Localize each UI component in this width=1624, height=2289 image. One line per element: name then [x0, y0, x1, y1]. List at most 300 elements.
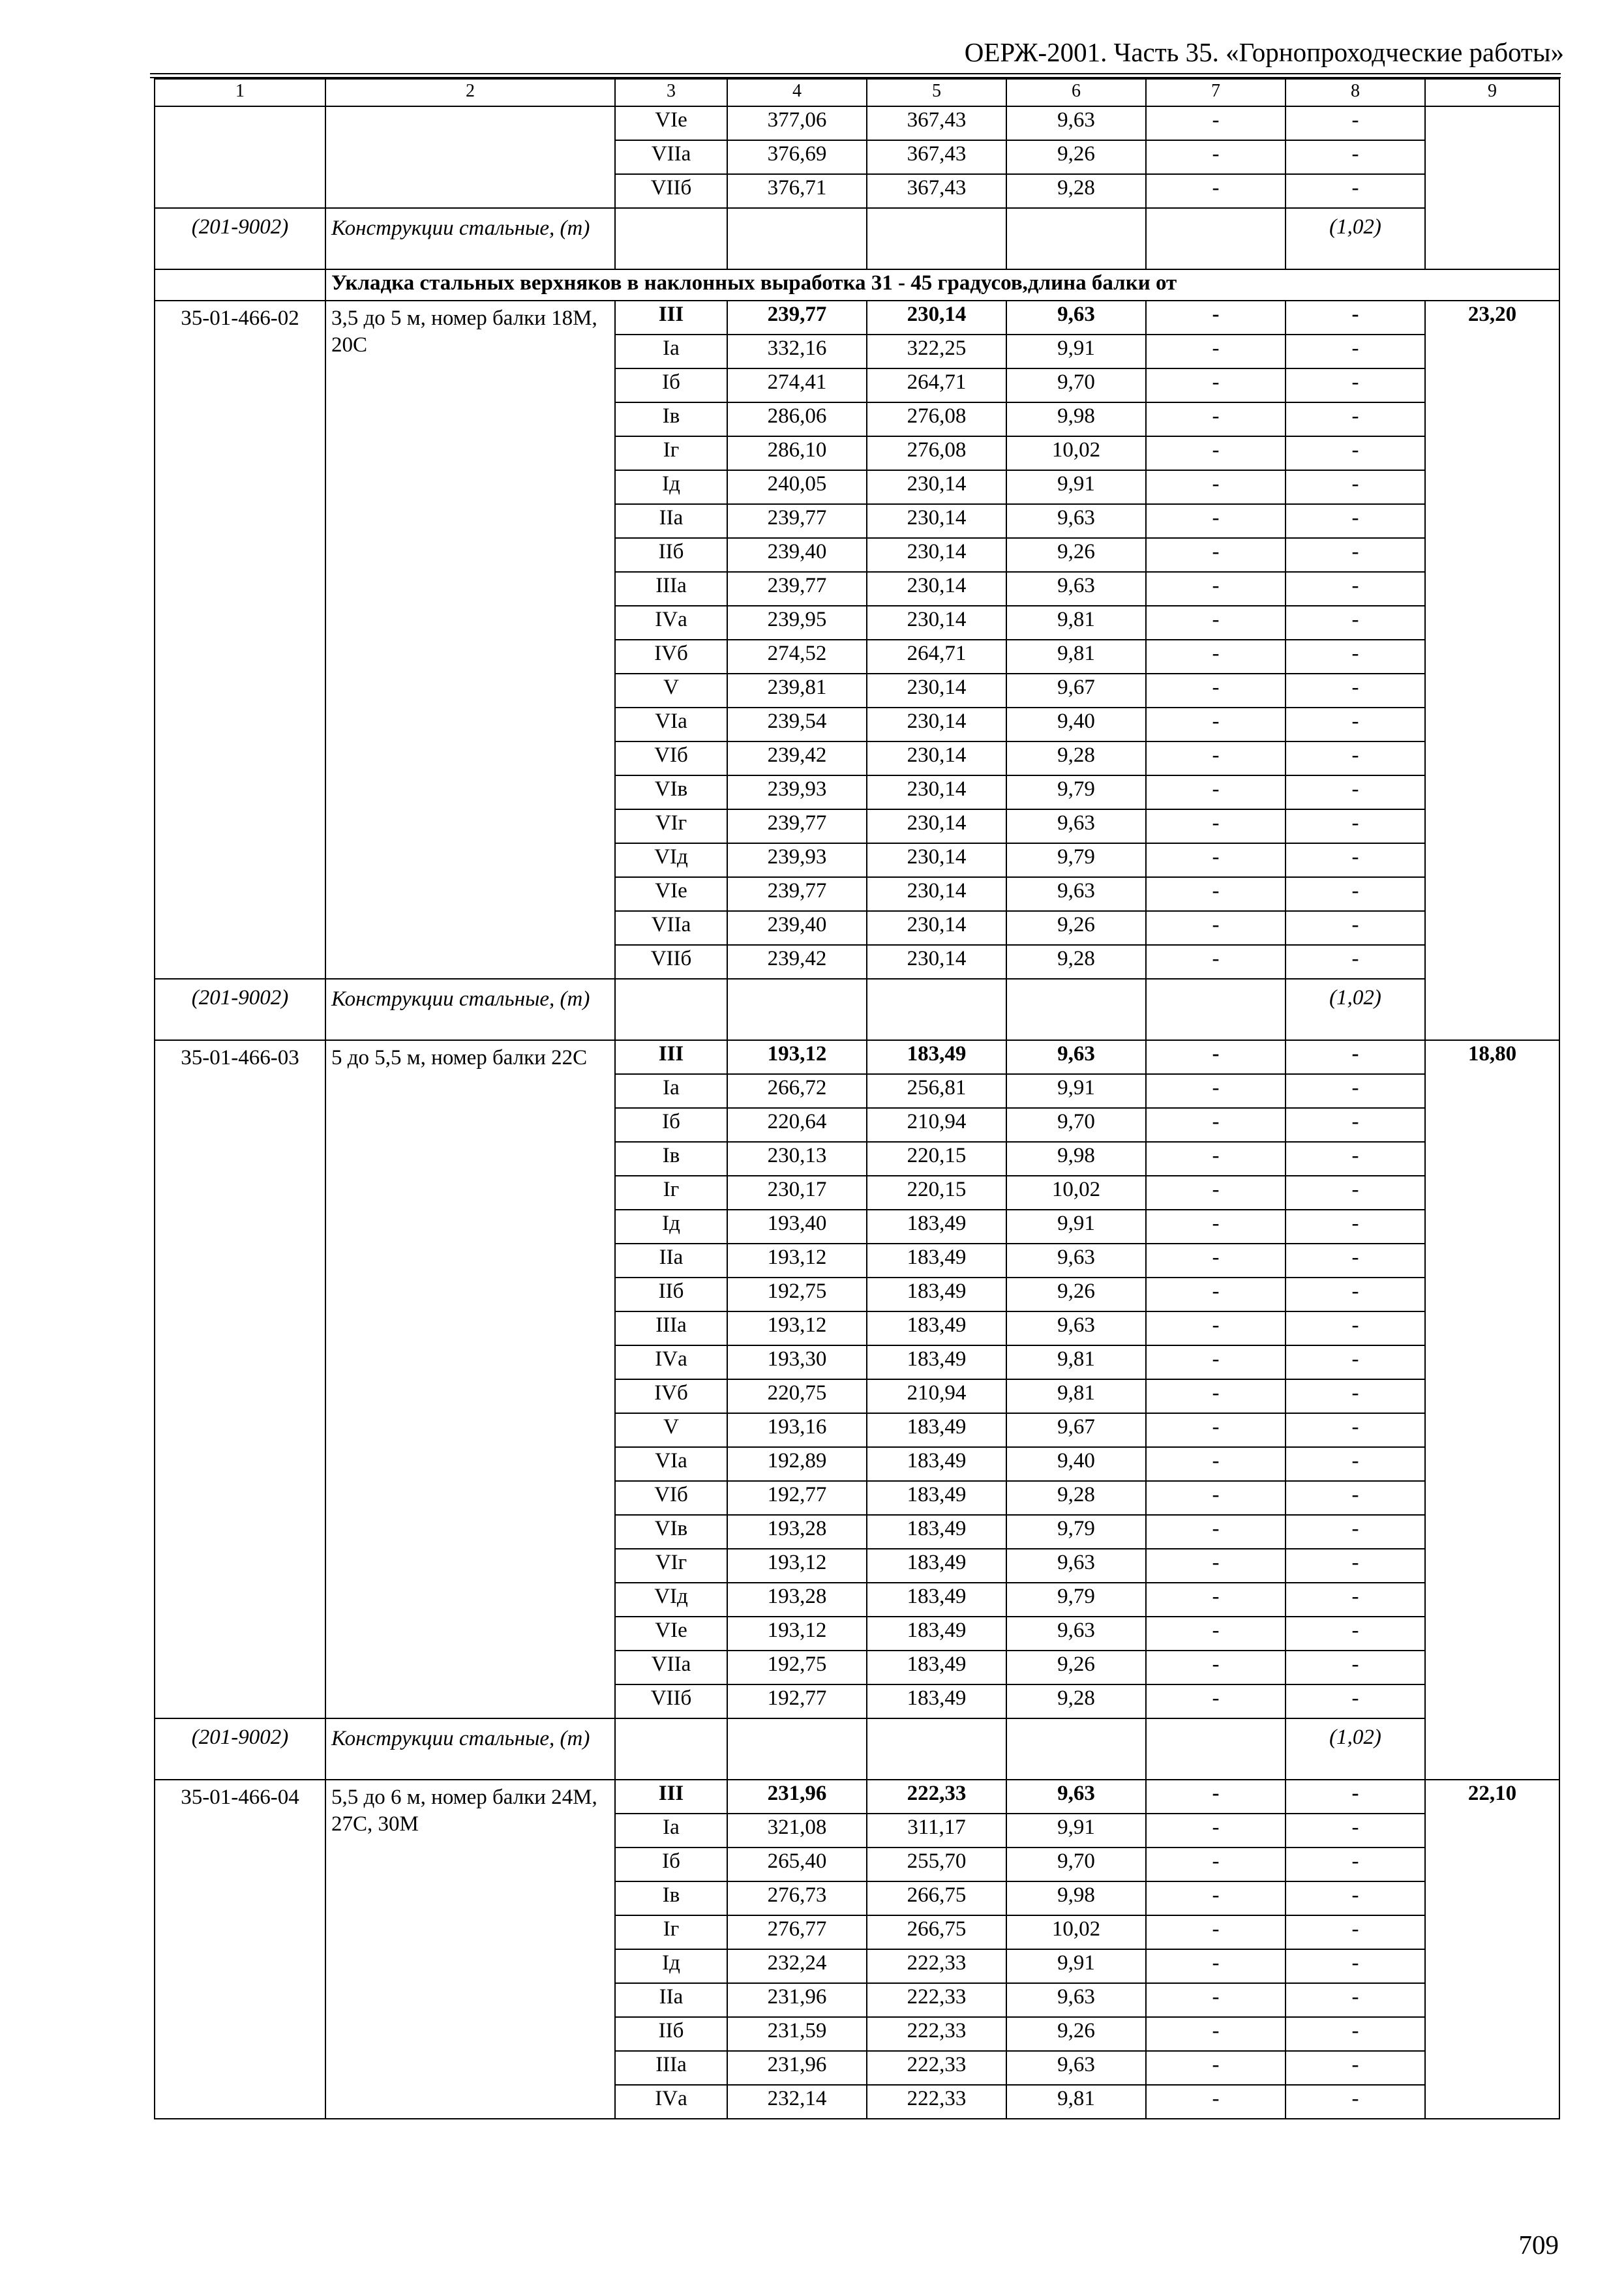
value-cell-col7: - — [1146, 1311, 1286, 1345]
table-row — [155, 301, 1559, 335]
value-cell-col4: 265,40 — [727, 1848, 867, 1881]
zone-cell: VIIб — [615, 174, 727, 208]
value-cell-col8: - — [1286, 1814, 1425, 1848]
value-cell-col5: 183,49 — [867, 1515, 1006, 1549]
zone-cell: IIа — [615, 1983, 727, 2017]
value-cell-col5: 230,14 — [867, 470, 1006, 504]
value-cell-col6: 9,63 — [1006, 1983, 1146, 2017]
value-cell-col8: - — [1286, 301, 1425, 335]
value-cell-col6: 9,63 — [1006, 572, 1146, 606]
zone-cell: Iб — [615, 1848, 727, 1881]
value-cell-col6: 9,63 — [1006, 1549, 1146, 1583]
value-cell-col7: - — [1146, 708, 1286, 741]
value-cell-col7: - — [1146, 1413, 1286, 1447]
column-number: 6 — [1006, 79, 1146, 106]
value-cell-col7: - — [1146, 843, 1286, 877]
value-cell-col7: - — [1146, 1684, 1286, 1718]
value-cell-col7: - — [1146, 538, 1286, 572]
value-cell-col8: - — [1286, 640, 1425, 674]
table-row — [155, 1780, 1559, 1814]
value-cell-col8: - — [1286, 674, 1425, 708]
value-cell-col6: 9,81 — [1006, 606, 1146, 640]
zone-cell: V — [615, 674, 727, 708]
value-cell-col6: 9,98 — [1006, 402, 1146, 436]
value-cell-col5: 183,49 — [867, 1244, 1006, 1278]
value-cell-col4: 231,59 — [727, 2017, 867, 2051]
value-cell-col5: 210,94 — [867, 1379, 1006, 1413]
value-cell-col4: 239,77 — [727, 504, 867, 538]
value-cell-col5: 230,14 — [867, 877, 1006, 911]
value-cell-col8: - — [1286, 775, 1425, 809]
value-cell-col7: - — [1146, 1108, 1286, 1142]
value-cell-col7: - — [1146, 1481, 1286, 1515]
value-cell-col7: - — [1146, 106, 1286, 140]
value-cell-col5: 183,49 — [867, 1345, 1006, 1379]
value-cell-col8: - — [1286, 140, 1425, 174]
value-cell-col7: - — [1146, 640, 1286, 674]
material-text-cell — [325, 1718, 615, 1780]
value-cell-col8: - — [1286, 335, 1425, 368]
value-cell-col5: 230,14 — [867, 775, 1006, 809]
zone-cell: III — [615, 1040, 727, 1074]
value-cell-col5: 220,15 — [867, 1142, 1006, 1176]
value-cell-col7: - — [1146, 911, 1286, 945]
value-cell-col8: - — [1286, 1780, 1425, 1814]
value-cell-col8: - — [1286, 911, 1425, 945]
value-cell-col8: - — [1286, 708, 1425, 741]
value-cell-col8: - — [1286, 2085, 1425, 2119]
material-coef: (1,02) — [1329, 1726, 1381, 1749]
zone-cell: IIIа — [615, 1311, 727, 1345]
value-cell-col6: 9,28 — [1006, 741, 1146, 775]
desc-cell — [325, 106, 615, 208]
rate-code: 35-01-466-03 — [155, 1040, 325, 1718]
value-cell-col4: 240,05 — [727, 470, 867, 504]
empty-cell — [1006, 979, 1146, 1040]
zone-cell: IVа — [615, 2085, 727, 2119]
value-cell-col7: - — [1146, 775, 1286, 809]
value-cell-col4: 239,42 — [727, 741, 867, 775]
value-cell-col7: - — [1146, 1040, 1286, 1074]
material-text: Конструкции стальные, (т) — [331, 217, 590, 240]
value-cell-col6: 9,26 — [1006, 2017, 1146, 2051]
value-cell-col4: 239,54 — [727, 708, 867, 741]
table-row — [155, 1718, 1559, 1780]
section-title: Укладка стальных верхняков в наклонных выработка 31 - 45 градусов,длина балки от — [325, 269, 1559, 301]
empty-cell — [1146, 979, 1286, 1040]
value-cell-col5: 230,14 — [867, 809, 1006, 843]
value-cell-col7: - — [1146, 572, 1286, 606]
zone-cell: VIб — [615, 741, 727, 775]
material-code-cell — [155, 208, 325, 269]
rates-sheet — [154, 78, 1559, 2119]
value-cell-col4: 376,69 — [727, 140, 867, 174]
zone-cell: VIIб — [615, 945, 727, 979]
value-cell-col6: 10,02 — [1006, 1176, 1146, 1210]
zone-cell: VIд — [615, 1583, 727, 1617]
value-cell-col5: 230,14 — [867, 301, 1006, 335]
value-cell-col6: 9,63 — [1006, 106, 1146, 140]
value-cell-col8: - — [1286, 1040, 1425, 1074]
empty-cell — [867, 208, 1006, 269]
value-cell-col4: 193,12 — [727, 1244, 867, 1278]
value-cell-col4: 239,42 — [727, 945, 867, 979]
value-cell-col7: - — [1146, 1210, 1286, 1244]
material-text: Конструкции стальные, (т) — [331, 1727, 590, 1750]
value-cell-col8: - — [1286, 877, 1425, 911]
value-cell-col8: - — [1286, 606, 1425, 640]
zone-cell: VIIа — [615, 1651, 727, 1684]
col9-value: 18,80 — [1425, 1040, 1559, 1780]
value-cell-col5: 222,33 — [867, 1949, 1006, 1983]
value-cell-col4: 239,77 — [727, 572, 867, 606]
value-cell-col4: 193,12 — [727, 1549, 867, 1583]
zone-cell: IIб — [615, 2017, 727, 2051]
value-cell-col8: - — [1286, 1848, 1425, 1881]
value-cell-col8: - — [1286, 2051, 1425, 2085]
value-cell-col5: 183,49 — [867, 1413, 1006, 1447]
value-cell-col4: 239,93 — [727, 775, 867, 809]
value-cell-col6: 9,70 — [1006, 1108, 1146, 1142]
value-cell-col8: - — [1286, 504, 1425, 538]
table-row — [155, 269, 1559, 301]
value-cell-col5: 222,33 — [867, 2085, 1006, 2119]
value-cell-col4: 220,75 — [727, 1379, 867, 1413]
value-cell-col6: 9,26 — [1006, 1278, 1146, 1311]
empty-cell — [1006, 208, 1146, 269]
value-cell-col4: 274,52 — [727, 640, 867, 674]
value-cell-col4: 192,75 — [727, 1278, 867, 1311]
value-cell-col5: 276,08 — [867, 402, 1006, 436]
value-cell-col7: - — [1146, 2017, 1286, 2051]
value-cell-col4: 239,93 — [727, 843, 867, 877]
value-cell-col7: - — [1146, 335, 1286, 368]
value-cell-col7: - — [1146, 741, 1286, 775]
zone-cell: Iб — [615, 1108, 727, 1142]
value-cell-col8: - — [1286, 1549, 1425, 1583]
zone-cell: Iа — [615, 1814, 727, 1848]
value-cell-col5: 266,75 — [867, 1881, 1006, 1915]
value-cell-col8: - — [1286, 1651, 1425, 1684]
value-cell-col7: - — [1146, 1915, 1286, 1949]
value-cell-col5: 183,49 — [867, 1210, 1006, 1244]
material-text-cell — [325, 208, 615, 269]
value-cell-col4: 239,81 — [727, 674, 867, 708]
value-cell-col6: 10,02 — [1006, 436, 1146, 470]
value-cell-col5: 210,94 — [867, 1108, 1006, 1142]
empty-cell — [1146, 1718, 1286, 1780]
value-cell-col5: 367,43 — [867, 140, 1006, 174]
value-cell-col4: 193,28 — [727, 1515, 867, 1549]
value-cell-col8: - — [1286, 1244, 1425, 1278]
value-cell-col4: 232,24 — [727, 1949, 867, 1983]
empty-cell — [615, 979, 727, 1040]
value-cell-col6: 9,28 — [1006, 174, 1146, 208]
value-cell-col5: 311,17 — [867, 1814, 1006, 1848]
value-cell-col6: 9,63 — [1006, 1040, 1146, 1074]
value-cell-col6: 9,63 — [1006, 1311, 1146, 1345]
value-cell-col6: 9,79 — [1006, 1515, 1146, 1549]
column-number: 5 — [867, 79, 1006, 106]
value-cell-col4: 193,12 — [727, 1311, 867, 1345]
zone-cell: IVб — [615, 1379, 727, 1413]
empty-cell — [867, 1718, 1006, 1780]
value-cell-col7: - — [1146, 470, 1286, 504]
value-cell-col5: 367,43 — [867, 106, 1006, 140]
value-cell-col4: 377,06 — [727, 106, 867, 140]
value-cell-col4: 220,64 — [727, 1108, 867, 1142]
value-cell-col6: 9,40 — [1006, 708, 1146, 741]
zone-cell: Iа — [615, 335, 727, 368]
value-cell-col6: 9,81 — [1006, 640, 1146, 674]
col9-value: 23,20 — [1425, 301, 1559, 1040]
value-cell-col4: 321,08 — [727, 1814, 867, 1848]
value-cell-col6: 9,98 — [1006, 1881, 1146, 1915]
zone-cell: Iб — [615, 368, 727, 402]
zone-cell: VIг — [615, 809, 727, 843]
value-cell-col4: 286,10 — [727, 436, 867, 470]
value-cell-col4: 193,28 — [727, 1583, 867, 1617]
zone-cell: IVб — [615, 640, 727, 674]
value-cell-col4: 276,73 — [727, 1881, 867, 1915]
value-cell-col7: - — [1146, 402, 1286, 436]
value-cell-col7: - — [1146, 945, 1286, 979]
value-cell-col4: 230,17 — [727, 1176, 867, 1210]
material-code-cell — [155, 979, 325, 1040]
value-cell-col4: 376,71 — [727, 174, 867, 208]
table-row — [155, 208, 1559, 269]
value-cell-col6: 10,02 — [1006, 1915, 1146, 1949]
value-cell-col7: - — [1146, 1345, 1286, 1379]
value-cell-col7: - — [1146, 1949, 1286, 1983]
table-body — [155, 79, 1559, 2119]
value-cell-col6: 9,81 — [1006, 1345, 1146, 1379]
value-cell-col7: - — [1146, 809, 1286, 843]
value-cell-col5: 230,14 — [867, 674, 1006, 708]
value-cell-col6: 9,63 — [1006, 301, 1146, 335]
value-cell-col7: - — [1146, 1651, 1286, 1684]
zone-cell: VIг — [615, 1549, 727, 1583]
col9-cell — [1425, 106, 1559, 269]
empty-cell — [155, 269, 325, 301]
zone-cell: VIIа — [615, 911, 727, 945]
value-cell-col5: 183,49 — [867, 1481, 1006, 1515]
value-cell-col8: - — [1286, 402, 1425, 436]
value-cell-col7: - — [1146, 1583, 1286, 1617]
value-cell-col5: 230,14 — [867, 741, 1006, 775]
value-cell-col6: 9,98 — [1006, 1142, 1146, 1176]
material-coef-cell — [1286, 208, 1425, 269]
value-cell-col7: - — [1146, 1617, 1286, 1651]
value-cell-col8: - — [1286, 1210, 1425, 1244]
value-cell-col5: 220,15 — [867, 1176, 1006, 1210]
value-cell-col5: 230,14 — [867, 572, 1006, 606]
value-cell-col7: - — [1146, 877, 1286, 911]
value-cell-col8: - — [1286, 1881, 1425, 1915]
value-cell-col5: 183,49 — [867, 1651, 1006, 1684]
value-cell-col8: - — [1286, 106, 1425, 140]
value-cell-col6: 9,91 — [1006, 1814, 1146, 1848]
value-cell-col5: 222,33 — [867, 1780, 1006, 1814]
zone-cell: VIа — [615, 708, 727, 741]
value-cell-col8: - — [1286, 1949, 1425, 1983]
value-cell-col8: - — [1286, 1142, 1425, 1176]
value-cell-col8: - — [1286, 436, 1425, 470]
value-cell-col6: 9,67 — [1006, 674, 1146, 708]
column-number-row — [155, 79, 1559, 106]
page-number: 709 — [1518, 2230, 1559, 2260]
value-cell-col6: 9,63 — [1006, 1244, 1146, 1278]
zone-cell: IIа — [615, 504, 727, 538]
zone-cell: Iв — [615, 402, 727, 436]
value-cell-col4: 193,16 — [727, 1413, 867, 1447]
value-cell-col8: - — [1286, 1345, 1425, 1379]
value-cell-col5: 230,14 — [867, 843, 1006, 877]
value-cell-col5: 222,33 — [867, 2017, 1006, 2051]
value-cell-col8: - — [1286, 1583, 1425, 1617]
zone-cell: V — [615, 1413, 727, 1447]
code-cell — [155, 106, 325, 208]
value-cell-col8: - — [1286, 1413, 1425, 1447]
zone-cell: VIе — [615, 106, 727, 140]
value-cell-col5: 230,14 — [867, 708, 1006, 741]
value-cell-col7: - — [1146, 1515, 1286, 1549]
value-cell-col7: - — [1146, 1244, 1286, 1278]
material-code: (201-9002) — [191, 1726, 289, 1749]
value-cell-col6: 9,40 — [1006, 1447, 1146, 1481]
zone-cell: III — [615, 1780, 727, 1814]
table-row — [155, 979, 1559, 1040]
zone-cell: IIб — [615, 1278, 727, 1311]
value-cell-col8: - — [1286, 1447, 1425, 1481]
value-cell-col8: - — [1286, 1617, 1425, 1651]
material-coef: (1,02) — [1329, 215, 1381, 239]
empty-cell — [615, 1718, 727, 1780]
value-cell-col6: 9,81 — [1006, 1379, 1146, 1413]
material-coef-cell — [1286, 1718, 1425, 1780]
empty-cell — [1006, 1718, 1146, 1780]
value-cell-col4: 192,77 — [727, 1684, 867, 1718]
value-cell-col7: - — [1146, 606, 1286, 640]
zone-cell: IIIа — [615, 2051, 727, 2085]
value-cell-col8: - — [1286, 741, 1425, 775]
value-cell-col8: - — [1286, 1983, 1425, 2017]
value-cell-col7: - — [1146, 1848, 1286, 1881]
column-number: 8 — [1286, 79, 1425, 106]
value-cell-col8: - — [1286, 368, 1425, 402]
material-code: (201-9002) — [191, 215, 289, 239]
zone-cell: IIа — [615, 1244, 727, 1278]
value-cell-col8: - — [1286, 174, 1425, 208]
value-cell-col4: 231,96 — [727, 1780, 867, 1814]
rate-code: 35-01-466-02 — [155, 301, 325, 979]
value-cell-col7: - — [1146, 1278, 1286, 1311]
value-cell-col4: 192,89 — [727, 1447, 867, 1481]
value-cell-col6: 9,91 — [1006, 470, 1146, 504]
value-cell-col7: - — [1146, 368, 1286, 402]
rate-description: 5,5 до 6 м, номер балки 24М, 27С, 30М — [325, 1780, 615, 2119]
value-cell-col4: 239,77 — [727, 301, 867, 335]
zone-cell: VIв — [615, 1515, 727, 1549]
column-number: 7 — [1146, 79, 1286, 106]
value-cell-col8: - — [1286, 809, 1425, 843]
value-cell-col7: - — [1146, 1379, 1286, 1413]
rate-code: 35-01-466-04 — [155, 1780, 325, 2119]
value-cell-col4: 193,30 — [727, 1345, 867, 1379]
value-cell-col5: 256,81 — [867, 1074, 1006, 1108]
table-row — [155, 106, 1559, 140]
value-cell-col4: 276,77 — [727, 1915, 867, 1949]
material-text: Конструкции стальные, (т) — [331, 987, 590, 1011]
value-cell-col5: 322,25 — [867, 335, 1006, 368]
value-cell-col6: 9,63 — [1006, 2051, 1146, 2085]
value-cell-col8: - — [1286, 2017, 1425, 2051]
value-cell-col4: 239,40 — [727, 538, 867, 572]
value-cell-col7: - — [1146, 2051, 1286, 2085]
value-cell-col6: 9,79 — [1006, 843, 1146, 877]
value-cell-col4: 239,77 — [727, 809, 867, 843]
column-number: 3 — [615, 79, 727, 106]
value-cell-col7: - — [1146, 1142, 1286, 1176]
value-cell-col5: 255,70 — [867, 1848, 1006, 1881]
value-cell-col4: 230,13 — [727, 1142, 867, 1176]
value-cell-col6: 9,81 — [1006, 2085, 1146, 2119]
value-cell-col5: 230,14 — [867, 606, 1006, 640]
zone-cell: Iв — [615, 1881, 727, 1915]
value-cell-col6: 9,67 — [1006, 1413, 1146, 1447]
value-cell-col7: - — [1146, 1814, 1286, 1848]
value-cell-col5: 276,08 — [867, 436, 1006, 470]
zone-cell: III — [615, 301, 727, 335]
value-cell-col8: - — [1286, 1108, 1425, 1142]
value-cell-col7: - — [1146, 1780, 1286, 1814]
value-cell-col8: - — [1286, 572, 1425, 606]
zone-cell: VIIа — [615, 140, 727, 174]
col9-value: 22,10 — [1425, 1780, 1559, 2119]
material-text-cell — [325, 979, 615, 1040]
value-cell-col6: 9,26 — [1006, 911, 1146, 945]
value-cell-col5: 183,49 — [867, 1583, 1006, 1617]
value-cell-col6: 9,91 — [1006, 1210, 1146, 1244]
value-cell-col7: - — [1146, 1176, 1286, 1210]
zone-cell: VIе — [615, 877, 727, 911]
value-cell-col6: 9,26 — [1006, 538, 1146, 572]
value-cell-col8: - — [1286, 538, 1425, 572]
value-cell-col6: 9,70 — [1006, 368, 1146, 402]
value-cell-col7: - — [1146, 1881, 1286, 1915]
value-cell-col6: 9,28 — [1006, 1481, 1146, 1515]
value-cell-col5: 183,49 — [867, 1549, 1006, 1583]
value-cell-col7: - — [1146, 1549, 1286, 1583]
empty-cell — [615, 208, 727, 269]
value-cell-col5: 230,14 — [867, 504, 1006, 538]
value-cell-col4: 239,77 — [727, 877, 867, 911]
zone-cell: VIд — [615, 843, 727, 877]
value-cell-col8: - — [1286, 1074, 1425, 1108]
value-cell-col5: 222,33 — [867, 2051, 1006, 2085]
value-cell-col4: 193,12 — [727, 1040, 867, 1074]
value-cell-col6: 9,63 — [1006, 1780, 1146, 1814]
table-row — [155, 1040, 1559, 1074]
value-cell-col5: 264,71 — [867, 640, 1006, 674]
zone-cell: Iг — [615, 436, 727, 470]
zone-cell: Iд — [615, 1210, 727, 1244]
material-code-cell — [155, 1718, 325, 1780]
material-coef-cell — [1286, 979, 1425, 1040]
zone-cell: Iг — [615, 1915, 727, 1949]
value-cell-col7: - — [1146, 301, 1286, 335]
value-cell-col5: 183,49 — [867, 1684, 1006, 1718]
